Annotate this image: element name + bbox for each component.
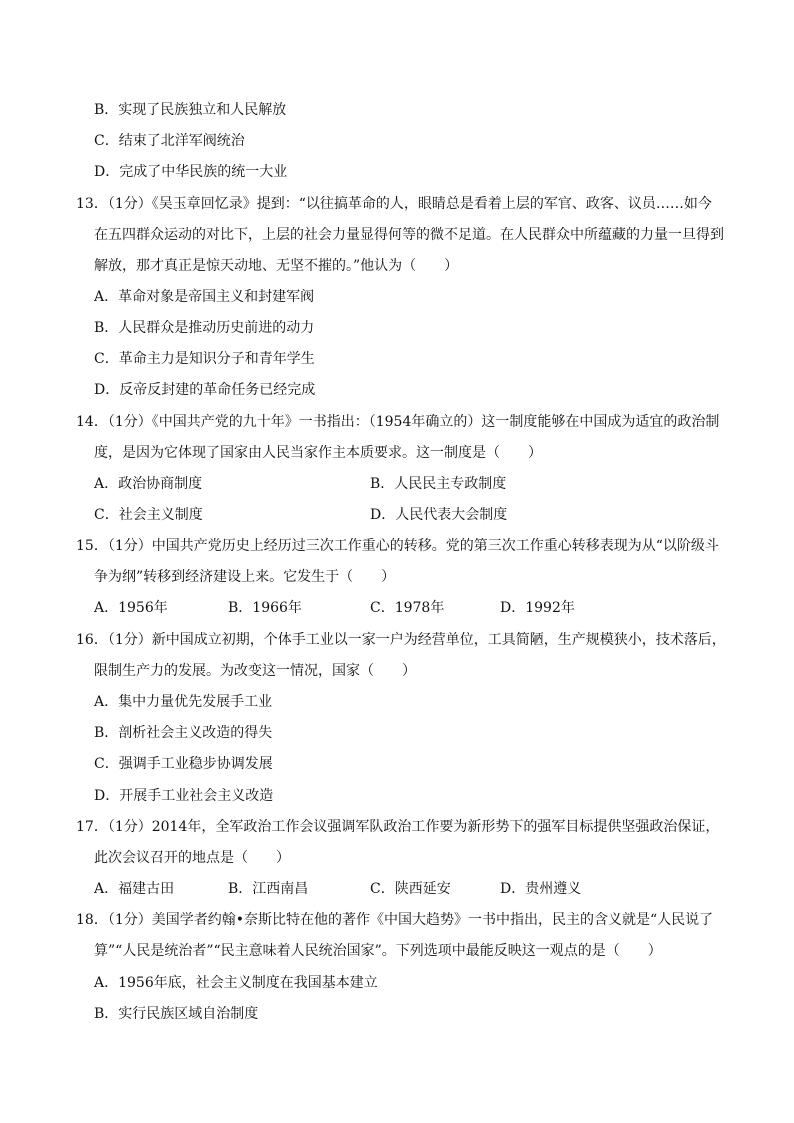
q13-stem-line2: 在五四群众运动的对比下，上层的社会力量显得何等的微不足道。在人民群众中所蕴藏的力量一旦得到 [94,227,724,243]
q14-option-d: D．人民代表大会制度 [370,507,508,523]
q17-option-a: A．福建古田 [94,881,175,897]
q14-stem-line2: 度，是因为它体现了国家由人民当家作主本质要求。这一制度是（ ） [94,445,542,461]
q18-option-b: B．实行民族区域自治制度 [94,1006,259,1022]
q15-option-b: B．1966年 [228,600,302,616]
q16-option-d: D．开展手工业社会主义改造 [94,788,274,804]
q15-stem-line2: 争为纲”转移到经济建设上来。它发生于（ ） [94,569,396,585]
q18-option-a: A．1956年底，社会主义制度在我国基本建立 [94,975,378,991]
q16-stem-line1: 16．（1分）新中国成立初期，个体手工业以一家一户为经营单位，工具简陋，生产规模狭小，技术落后， [76,632,726,648]
q18-stem-line2: 算”“人民是统治者”“民主意味着人民统治国家”。下列选项中最能反映这一观点的是（ ） [94,943,662,959]
q18-stem-line1: 18．（1分）美国学者约翰•奈斯比特在他的著作《中国大趋势》一书中指出，民主的含义就是“人民说了 [76,912,714,928]
q16-option-b: B．剖析社会主义改造的得失 [94,725,273,741]
q13-stem-line1: 13．（1分）《吴玉章回忆录》提到：“以往搞革命的人，眼睛总是看着上层的军官、政客、议员……如今 [76,196,712,212]
q14-option-a: A．政治协商制度 [94,476,203,492]
q13-option-a: A．革命对象是帝国主义和封建军阀 [94,289,315,305]
q13-stem-line3: 解放，那才真正是惊天动地、无坚不摧的。”他认为（ ） [94,258,459,274]
q17-stem-line1: 17．（1分）2014年，全军政治工作会议强调军队政治工作要为新形势下的强军目标提供坚强政治保证， [76,819,720,835]
q12-option-c: C．结束了北洋军阀统治 [94,133,245,149]
q12-option-d: D．完成了中华民族的统一大业 [94,164,288,180]
q17-option-d: D．贵州遵义 [500,881,582,897]
q16-option-a: A．集中力量优先发展手工业 [94,694,273,710]
q14-option-c: C．社会主义制度 [94,507,203,523]
q15-stem-line1: 15．（1分）中国共产党历史上经历过三次工作重心的转移。党的第三次工作重心转移表现为从“以阶级斗 [76,538,719,554]
q13-option-d: D．反帝反封建的革命任务已经完成 [94,382,316,398]
q13-option-c: C．革命主力是知识分子和青年学生 [94,351,315,367]
q17-option-c: C．陕西延安 [370,881,451,897]
q16-stem-line2: 限制生产力的发展。为改变这一情况，国家（ ） [94,663,416,679]
q13-option-b: B．人民群众是推动历史前进的动力 [94,320,315,336]
q15-option-c: C．1978年 [370,600,445,616]
q14-option-b: B．人民民主专政制度 [370,476,507,492]
q17-option-b: B．江西南昌 [228,881,309,897]
q12-option-b: B．实现了民族独立和人民解放 [94,102,287,118]
q16-option-c: C．强调手工业稳步协调发展 [94,756,273,772]
q14-stem-line1: 14．（1分）《中国共产党的九十年》一书指出：（1954年确立的）这一制度能够在中国成为适宜的政治制 [76,414,720,430]
q17-stem-line2: 此次会议召开的地点是（ ） [94,850,290,866]
q15-option-d: D．1992年 [500,600,575,616]
q15-option-a: A．1956年 [94,600,168,616]
